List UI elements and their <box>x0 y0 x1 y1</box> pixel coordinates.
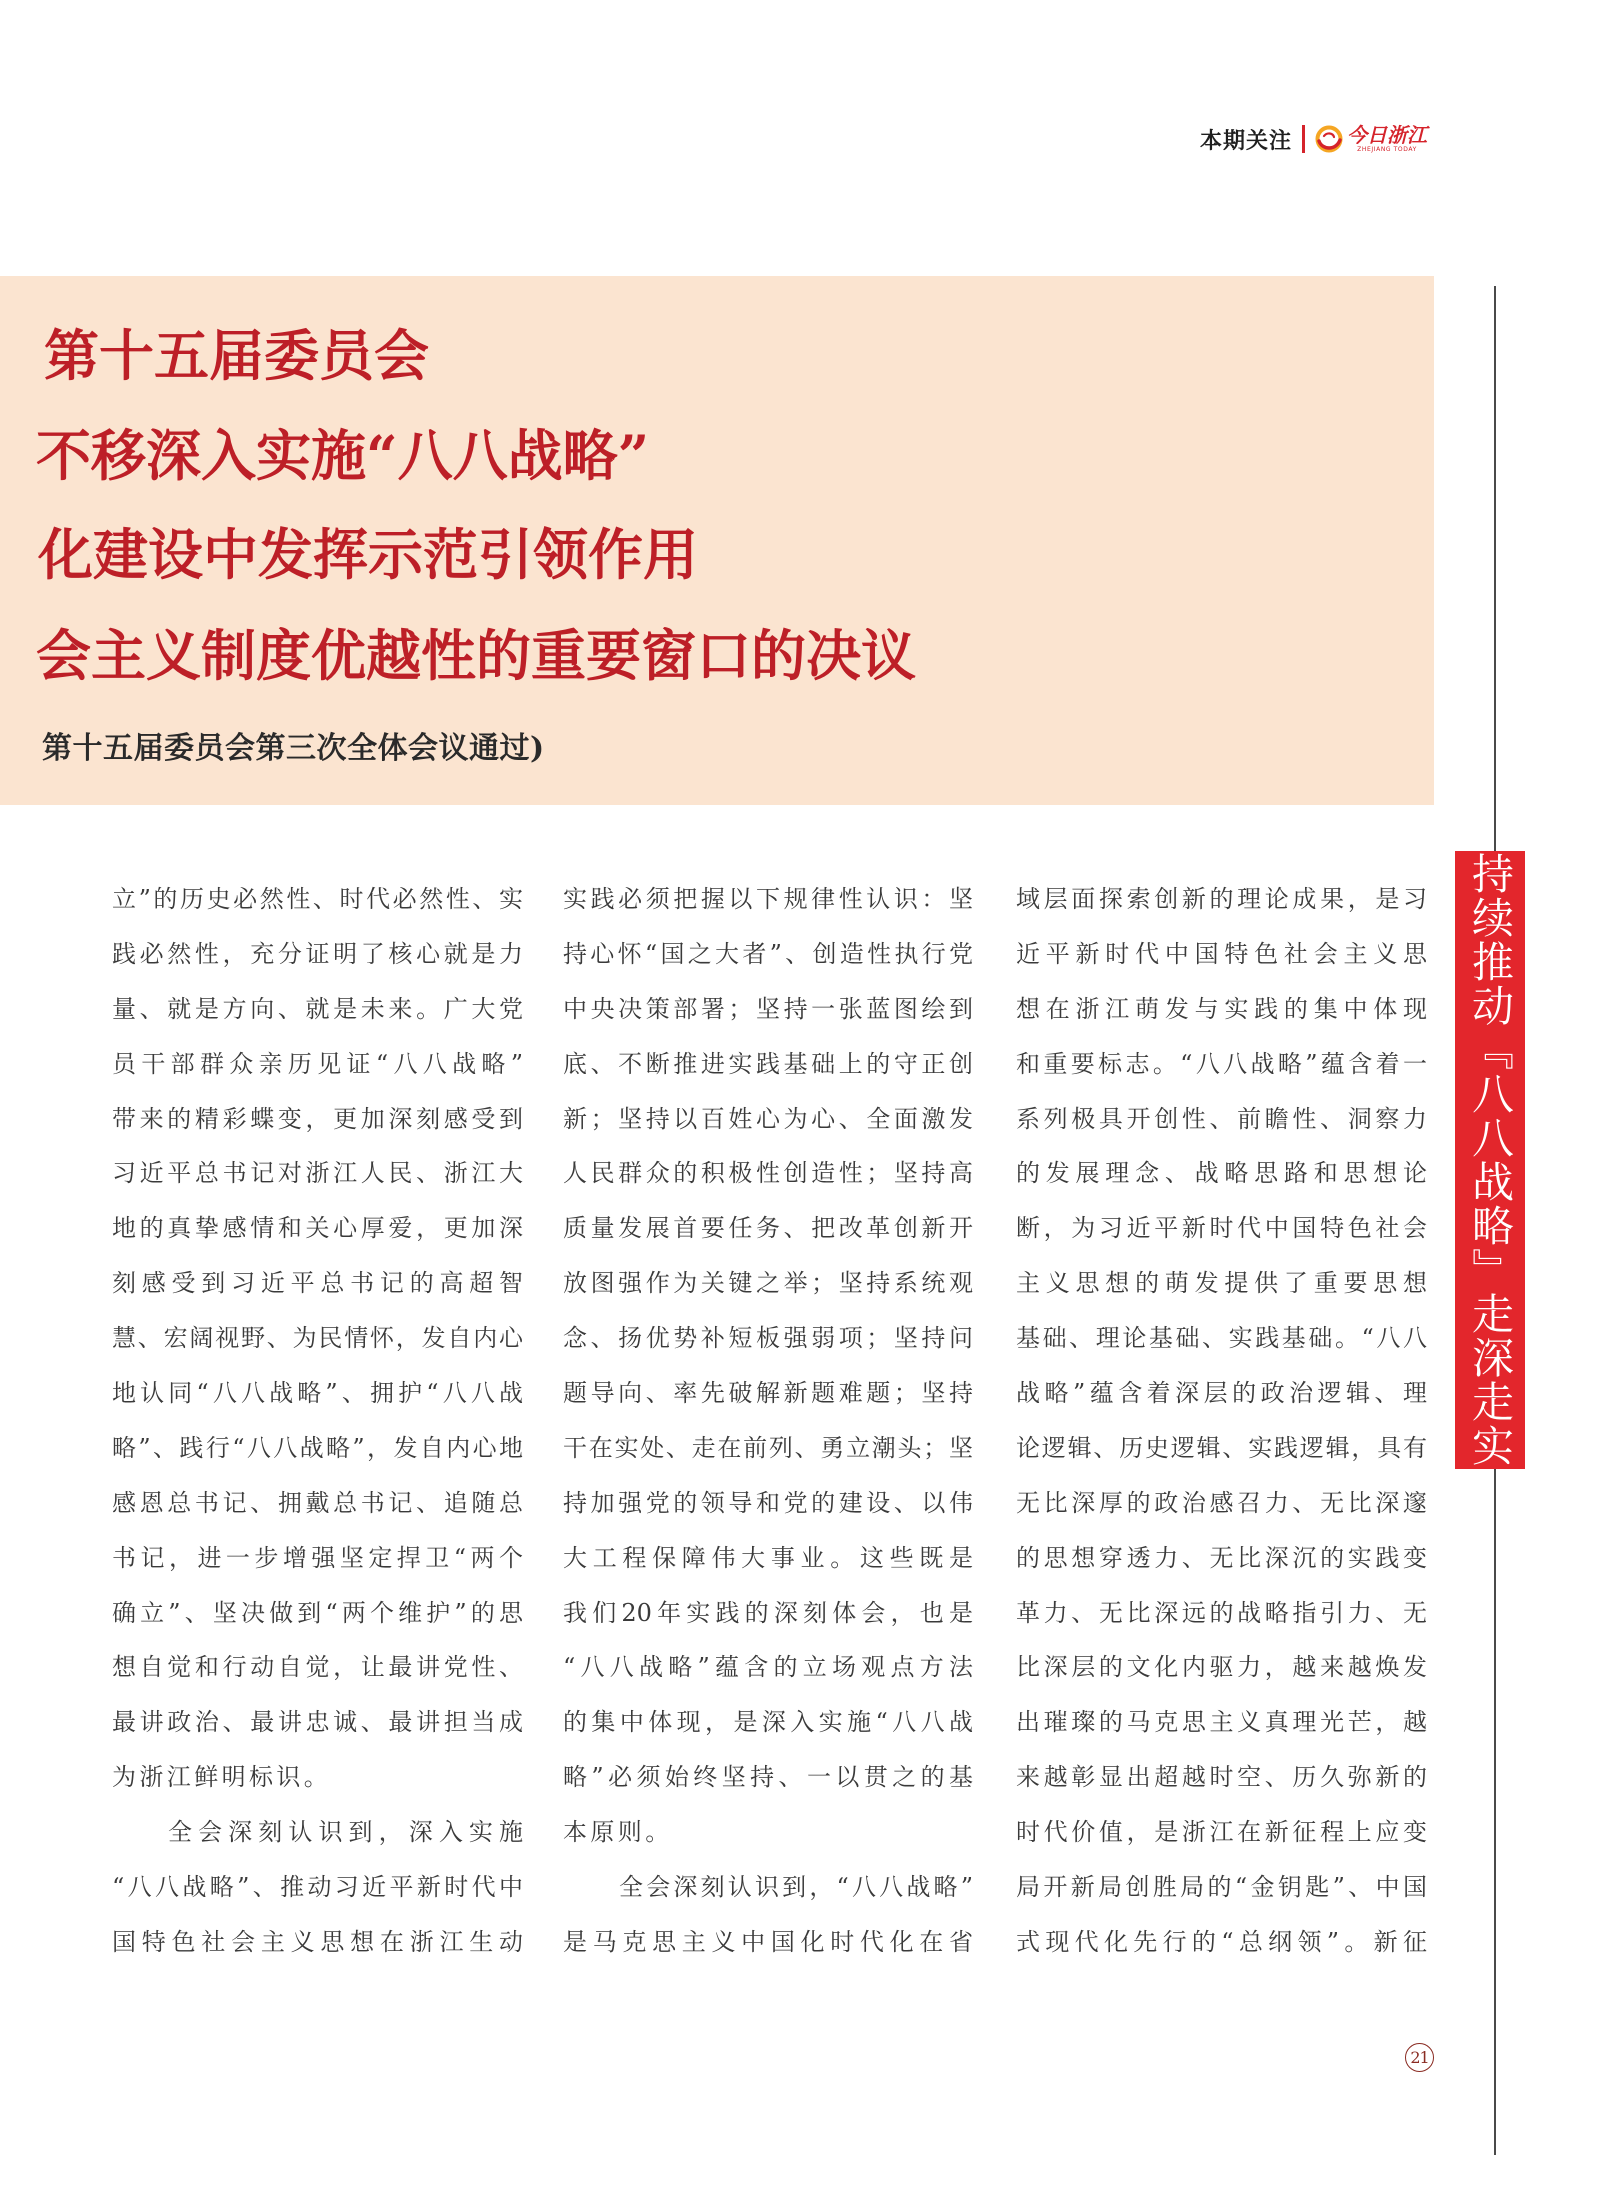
body-line: 局开新局创胜局的“金钥匙”、中国 <box>1016 1873 1427 1902</box>
zhejiang-today-swirl-icon <box>1314 124 1344 154</box>
body-line: 底、不断推进实践基础上的守正创 <box>563 1049 973 1078</box>
body-line: 干在实处、走在前列、勇立潮头；坚 <box>563 1433 973 1462</box>
body-line: 人民群众的积极性创造性；坚持高 <box>563 1159 973 1188</box>
body-line: 论逻辑、历史逻辑、实践逻辑，具有 <box>1016 1433 1427 1462</box>
body-line: 来越彰显出超越时空、历久弥新的 <box>1016 1763 1427 1792</box>
body-line: 持心怀“国之大者”、创造性执行党 <box>563 939 973 968</box>
body-line: 新；坚持以百姓心为心、全面激发 <box>563 1104 973 1133</box>
body-line: 革力、无比深远的战略指引力、无 <box>1016 1598 1427 1627</box>
body-line: 本原则。 <box>563 1818 673 1847</box>
body-line: 略”必须始终坚持、一以贯之的基 <box>563 1763 973 1792</box>
body-line: 国特色社会主义思想在浙江生动 <box>112 1927 523 1956</box>
body-line: 时代价值，是浙江在新征程上应变 <box>1016 1818 1427 1847</box>
body-line: 实践必须把握以下规律性认识：坚 <box>563 885 973 913</box>
body-line: 念、扬优势补短板强弱项；坚持问 <box>563 1324 973 1353</box>
side-banner-text: 持续推动『八八战略』走深走实 <box>1466 852 1515 1468</box>
body-line: 刻感受到习近平总书记的高超智 <box>112 1269 523 1298</box>
body-line: 无比深厚的政治感召力、无比深邃 <box>1016 1488 1427 1517</box>
body-line: 主义思想的萌发提供了重要思想 <box>1016 1269 1427 1298</box>
body-line: 地的真挚感情和关心厚爱，更加深 <box>112 1214 523 1243</box>
body-line: 基础、理论基础、实践基础。“八八 <box>1016 1324 1427 1353</box>
logo-chinese-name: 今日浙江 <box>1347 123 1428 147</box>
body-line: 书记，进一步增强坚定捍卫“两个 <box>112 1543 523 1572</box>
body-line: 习近平总书记对浙江人民、浙江大 <box>112 1159 523 1188</box>
section-label: 本期关注 <box>1200 128 1293 154</box>
body-line: 系列极具开创性、前瞻性、洞察力 <box>1016 1104 1427 1133</box>
body-line: 确立”、坚决做到“两个维护”的思 <box>112 1598 523 1627</box>
title-line-2: 不移深入实施“八八战略” <box>36 423 650 488</box>
body-line: 践必然性，充分证明了核心就是力 <box>112 939 523 968</box>
body-line: 略”、践行“八八战略”，发自内心地 <box>112 1433 523 1462</box>
body-line: 感恩总书记、拥戴总书记、追随总 <box>112 1488 523 1517</box>
body-line: 近平新时代中国特色社会主义思 <box>1016 939 1427 968</box>
body-line: 我们20年实践的深刻体会，也是 <box>563 1598 973 1627</box>
body-line: 出璀璨的马克思主义真理光芒，越 <box>1016 1708 1427 1737</box>
body-line: 持加强党的领导和党的建设、以伟 <box>563 1488 973 1517</box>
body-line: 地认同“八八战略”、拥护“八八战 <box>112 1379 523 1408</box>
title-subtitle: 第十五届委员会第三次全体会议通过) <box>42 731 545 766</box>
body-line: 和重要标志。“八八战略”蕴含着一 <box>1016 1049 1427 1078</box>
body-line: 断，为习近平新时代中国特色社会 <box>1016 1214 1427 1243</box>
body-line: 想在浙江萌发与实践的集中体现 <box>1016 994 1427 1023</box>
body-line: 中央决策部署；坚持一张蓝图绘到 <box>563 994 973 1023</box>
body-line: 员干部群众亲历见证“八八战略” <box>112 1049 523 1078</box>
body-line: 全会深刻认识到，深入实施 <box>168 1818 523 1847</box>
body-line: 想自觉和行动自觉，让最讲党性、 <box>112 1653 523 1682</box>
body-line: 全会深刻认识到，“八八战略” <box>619 1873 973 1902</box>
title-block <box>0 276 1434 805</box>
body-line: 大工程保障伟大事业。这些既是 <box>563 1543 973 1572</box>
body-line: 的思想穿透力、无比深沉的实践变 <box>1016 1543 1427 1572</box>
body-line: 质量发展首要任务、把改革创新开 <box>563 1214 973 1243</box>
body-line: “八八战略”蕴含的立场观点方法 <box>563 1653 973 1682</box>
body-line: 立”的历史必然性、时代必然性、实 <box>112 885 523 913</box>
body-column-2 <box>563 872 973 1970</box>
page-header <box>1200 122 1460 156</box>
body-line: 是马克思主义中国化时代化在省 <box>563 1927 973 1956</box>
body-line: 量、就是方向、就是未来。广大党 <box>112 994 523 1023</box>
logo-wordmark <box>1347 125 1427 153</box>
body-column-3 <box>1016 872 1427 1970</box>
title-line-3: 化建设中发挥示范引领作用 <box>38 522 699 587</box>
page-number: 21 <box>1405 2043 1434 2072</box>
body-line: 慧、宏阔视野、为民情怀，发自内心 <box>112 1324 523 1353</box>
zhejiang-today-logo <box>1314 124 1427 154</box>
body-column-1 <box>112 872 523 1970</box>
logo-english-name: ZHEJIANG TODAY <box>1357 146 1417 153</box>
header-divider <box>1302 125 1305 153</box>
body-line: 战略”蕴含着深层的政治逻辑、理 <box>1016 1379 1427 1408</box>
body-line: “八八战略”、推动习近平新时代中 <box>112 1873 523 1902</box>
body-line: 的发展理念、战略思路和思想论 <box>1016 1159 1427 1188</box>
body-line: 放图强作为关键之举；坚持系统观 <box>563 1269 973 1298</box>
title-line-4: 会主义制度优越性的重要窗口的决议 <box>36 623 917 688</box>
side-banner <box>1455 851 1525 1469</box>
body-line: 的集中体现，是深入实施“八八战 <box>563 1708 973 1737</box>
title-line-1: 第十五届委员会 <box>44 323 430 388</box>
body-line: 式现代化先行的“总纲领”。新征 <box>1016 1927 1427 1956</box>
body-line: 题导向、率先破解新题难题；坚持 <box>563 1379 973 1408</box>
body-line: 为浙江鲜明标识。 <box>112 1763 332 1792</box>
body-line: 最讲政治、最讲忠诚、最讲担当成 <box>112 1708 523 1737</box>
body-line: 带来的精彩蝶变，更加深刻感受到 <box>112 1104 523 1133</box>
body-line: 域层面探索创新的理论成果，是习 <box>1016 885 1427 913</box>
body-line: 比深层的文化内驱力，越来越焕发 <box>1016 1653 1427 1682</box>
